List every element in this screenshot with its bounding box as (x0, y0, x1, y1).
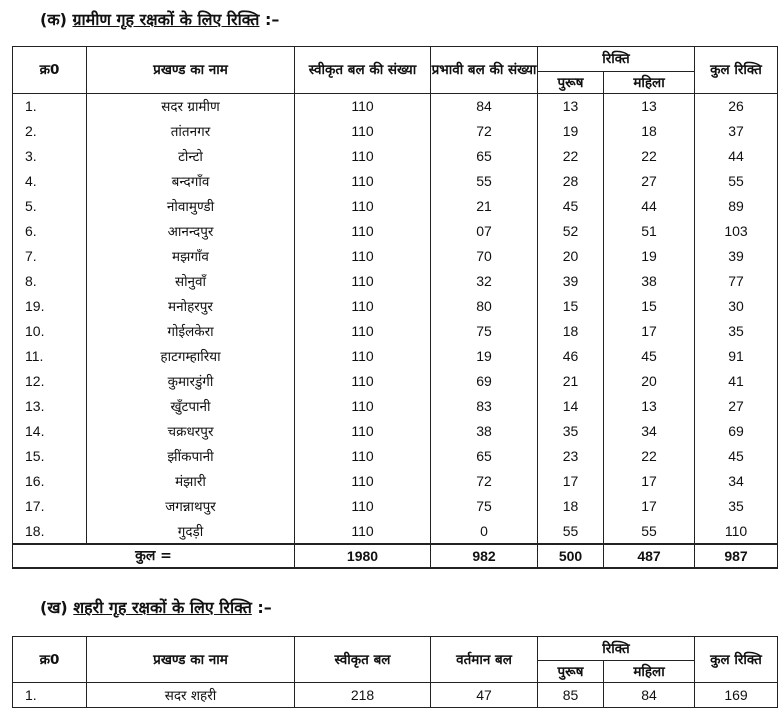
cell-name: गोईलकेरा (87, 319, 295, 344)
urban-vacancy-table (12, 636, 778, 708)
cell-effective: 84 (431, 94, 538, 119)
table-row (13, 469, 778, 494)
cell-male: 18 (538, 319, 604, 344)
cell-sanctioned: 110 (295, 269, 431, 294)
cell-male: 52 (538, 219, 604, 244)
cell-effective: 55 (431, 169, 538, 194)
cell-male: 15 (538, 294, 604, 319)
cell-female: 44 (604, 194, 695, 219)
cell-sno: 7. (13, 244, 87, 269)
cell-female: 27 (604, 169, 695, 194)
cell-sanctioned: 110 (295, 244, 431, 269)
urban-col-header-sno: क्र0 (13, 637, 87, 683)
urban-col-header-male: पुरूष (538, 661, 604, 683)
cell-female: 17 (604, 494, 695, 519)
cell-sno: 8. (13, 269, 87, 294)
cell-name: टोन्टो (87, 144, 295, 169)
table-row (13, 444, 778, 469)
cell-male: 18 (538, 494, 604, 519)
section-a-prefix: (क) (40, 10, 67, 29)
cell-total: 110 (695, 519, 778, 544)
urban-col-header-total: कुल रिक्ति (695, 637, 778, 683)
cell-effective: 07 (431, 219, 538, 244)
col-header-block: प्रखण्ड का नाम (87, 47, 295, 94)
cell-total: 89 (695, 194, 778, 219)
cell-male: 21 (538, 369, 604, 394)
cell-sanctioned: 110 (295, 94, 431, 119)
cell-name: नोवामुण्डी (87, 194, 295, 219)
cell-effective: 0 (431, 519, 538, 544)
total-effective: 982 (431, 544, 538, 568)
cell-male: 35 (538, 419, 604, 444)
cell-female: 22 (604, 144, 695, 169)
total-label: कुल = (13, 544, 295, 568)
cell-effective: 70 (431, 244, 538, 269)
cell-total: 39 (695, 244, 778, 269)
col-header-effective: प्रभावी बल की संख्या (431, 47, 538, 94)
cell-sanctioned: 110 (295, 119, 431, 144)
total-sanctioned: 1980 (295, 544, 431, 568)
cell-sno: 14. (13, 419, 87, 444)
cell-name: झींकपानी (87, 444, 295, 469)
cell-female: 17 (604, 319, 695, 344)
table-row (13, 683, 778, 708)
cell-sno: 18. (13, 519, 87, 544)
cell-male: 20 (538, 244, 604, 269)
cell-female: 20 (604, 369, 695, 394)
cell-sno: 3. (13, 144, 87, 169)
cell-sno: 19. (13, 294, 87, 319)
table-row (13, 369, 778, 394)
cell-male: 46 (538, 344, 604, 369)
urban-col-header-female: महिला (604, 661, 695, 683)
cell-name: सोनुवाँ (87, 269, 295, 294)
cell-sno: 5. (13, 194, 87, 219)
cell-effective: 69 (431, 369, 538, 394)
col-header-total: कुल रिक्ति (695, 47, 778, 94)
cell-name: जगन्नाथपुर (87, 494, 295, 519)
cell-name: सदर शहरी (87, 683, 295, 708)
cell-sno: 11. (13, 344, 87, 369)
col-header-male: पुरूष (538, 72, 604, 94)
cell-name: मंझारी (87, 469, 295, 494)
cell-name: आनन्दपुर (87, 219, 295, 244)
cell-female: 84 (604, 683, 695, 708)
cell-total: 41 (695, 369, 778, 394)
cell-effective: 75 (431, 319, 538, 344)
cell-sno: 1. (13, 683, 87, 708)
section-a-heading (40, 8, 279, 30)
cell-effective: 65 (431, 444, 538, 469)
total-female: 487 (604, 544, 695, 568)
table-row (13, 344, 778, 369)
cell-name: हाटगम्हारिया (87, 344, 295, 369)
table-row (13, 244, 778, 269)
table-row (13, 269, 778, 294)
section-a-title: ग्रामीण गृह रक्षकों के लिए रिक्ति (72, 10, 260, 29)
cell-male: 14 (538, 394, 604, 419)
cell-female: 22 (604, 444, 695, 469)
cell-sanctioned: 110 (295, 144, 431, 169)
cell-effective: 19 (431, 344, 538, 369)
section-b-title: शहरी गृह रक्षकों के लिए रिक्ति (73, 598, 252, 617)
cell-male: 39 (538, 269, 604, 294)
table-row (13, 519, 778, 544)
urban-col-header-vacancy: रिक्ति (538, 637, 695, 661)
cell-sanctioned: 110 (295, 219, 431, 244)
cell-total: 91 (695, 344, 778, 369)
urban-col-header-sanctioned: स्वीकृत बल (295, 637, 431, 683)
total-total: 987 (695, 544, 778, 568)
section-b-heading (40, 596, 272, 618)
col-header-female: महिला (604, 72, 695, 94)
cell-effective: 32 (431, 269, 538, 294)
col-header-sanctioned: स्वीकृत बल की संख्या (295, 47, 431, 94)
cell-total: 37 (695, 119, 778, 144)
cell-total: 169 (695, 683, 778, 708)
cell-male: 55 (538, 519, 604, 544)
cell-total: 45 (695, 444, 778, 469)
cell-sanctioned: 110 (295, 519, 431, 544)
rural-vacancy-table (12, 46, 778, 569)
cell-effective: 80 (431, 294, 538, 319)
cell-sno: 6. (13, 219, 87, 244)
cell-sanctioned: 110 (295, 469, 431, 494)
cell-female: 38 (604, 269, 695, 294)
cell-effective: 83 (431, 394, 538, 419)
cell-female: 15 (604, 294, 695, 319)
cell-total: 44 (695, 144, 778, 169)
cell-total: 35 (695, 494, 778, 519)
cell-sanctioned: 110 (295, 319, 431, 344)
table-row (13, 394, 778, 419)
cell-sno: 10. (13, 319, 87, 344)
cell-female: 34 (604, 419, 695, 444)
cell-male: 22 (538, 144, 604, 169)
cell-name: गुदड़ी (87, 519, 295, 544)
cell-sno: 4. (13, 169, 87, 194)
section-a-suffix: :– (265, 10, 280, 29)
cell-effective: 38 (431, 419, 538, 444)
cell-effective: 75 (431, 494, 538, 519)
cell-name: मझगाँव (87, 244, 295, 269)
table-row (13, 319, 778, 344)
cell-male: 23 (538, 444, 604, 469)
cell-effective: 72 (431, 469, 538, 494)
cell-sanctioned: 110 (295, 369, 431, 394)
table-row (13, 219, 778, 244)
cell-male: 13 (538, 94, 604, 119)
cell-sanctioned: 110 (295, 294, 431, 319)
section-b-prefix: (ख) (40, 598, 68, 617)
urban-col-header-current: वर्तमान बल (431, 637, 538, 683)
cell-female: 17 (604, 469, 695, 494)
urban-col-header-block: प्रखण्ड का नाम (87, 637, 295, 683)
cell-sanctioned: 110 (295, 444, 431, 469)
cell-total: 30 (695, 294, 778, 319)
table-row (13, 494, 778, 519)
cell-total: 34 (695, 469, 778, 494)
cell-female: 55 (604, 519, 695, 544)
cell-male: 19 (538, 119, 604, 144)
cell-name: खुँटपानी (87, 394, 295, 419)
cell-female: 45 (604, 344, 695, 369)
cell-sno: 15. (13, 444, 87, 469)
cell-sno: 12. (13, 369, 87, 394)
cell-male: 45 (538, 194, 604, 219)
cell-sanctioned: 110 (295, 494, 431, 519)
cell-name: कुमारडुंगी (87, 369, 295, 394)
cell-sanctioned: 110 (295, 344, 431, 369)
cell-male: 17 (538, 469, 604, 494)
cell-sno: 13. (13, 394, 87, 419)
cell-sno: 1. (13, 94, 87, 119)
cell-female: 13 (604, 94, 695, 119)
cell-sno: 17. (13, 494, 87, 519)
cell-male: 28 (538, 169, 604, 194)
cell-total: 27 (695, 394, 778, 419)
cell-female: 19 (604, 244, 695, 269)
section-b-suffix: :– (257, 598, 272, 617)
cell-female: 51 (604, 219, 695, 244)
cell-sanctioned: 110 (295, 419, 431, 444)
cell-total: 35 (695, 319, 778, 344)
cell-name: तांतनगर (87, 119, 295, 144)
total-male: 500 (538, 544, 604, 568)
cell-name: सदर ग्रामीण (87, 94, 295, 119)
cell-effective: 72 (431, 119, 538, 144)
cell-female: 13 (604, 394, 695, 419)
cell-total: 55 (695, 169, 778, 194)
cell-effective: 65 (431, 144, 538, 169)
cell-sanctioned: 218 (295, 683, 431, 708)
table-row (13, 419, 778, 444)
table-row (13, 94, 778, 119)
col-header-sno: क्र0 (13, 47, 87, 94)
table-row (13, 119, 778, 144)
cell-name: बन्दगाँव (87, 169, 295, 194)
total-row (13, 544, 778, 568)
cell-name: मनोहरपुर (87, 294, 295, 319)
cell-current: 47 (431, 683, 538, 708)
table-row (13, 194, 778, 219)
cell-name: चक्रधरपुर (87, 419, 295, 444)
table-row (13, 144, 778, 169)
cell-total: 69 (695, 419, 778, 444)
cell-female: 18 (604, 119, 695, 144)
cell-sno: 16. (13, 469, 87, 494)
table-row (13, 294, 778, 319)
cell-effective: 21 (431, 194, 538, 219)
cell-sanctioned: 110 (295, 194, 431, 219)
col-header-vacancy: रिक्ति (538, 47, 695, 72)
cell-sanctioned: 110 (295, 169, 431, 194)
cell-male: 85 (538, 683, 604, 708)
cell-total: 103 (695, 219, 778, 244)
cell-total: 77 (695, 269, 778, 294)
cell-sno: 2. (13, 119, 87, 144)
cell-sanctioned: 110 (295, 394, 431, 419)
table-row (13, 169, 778, 194)
cell-total: 26 (695, 94, 778, 119)
